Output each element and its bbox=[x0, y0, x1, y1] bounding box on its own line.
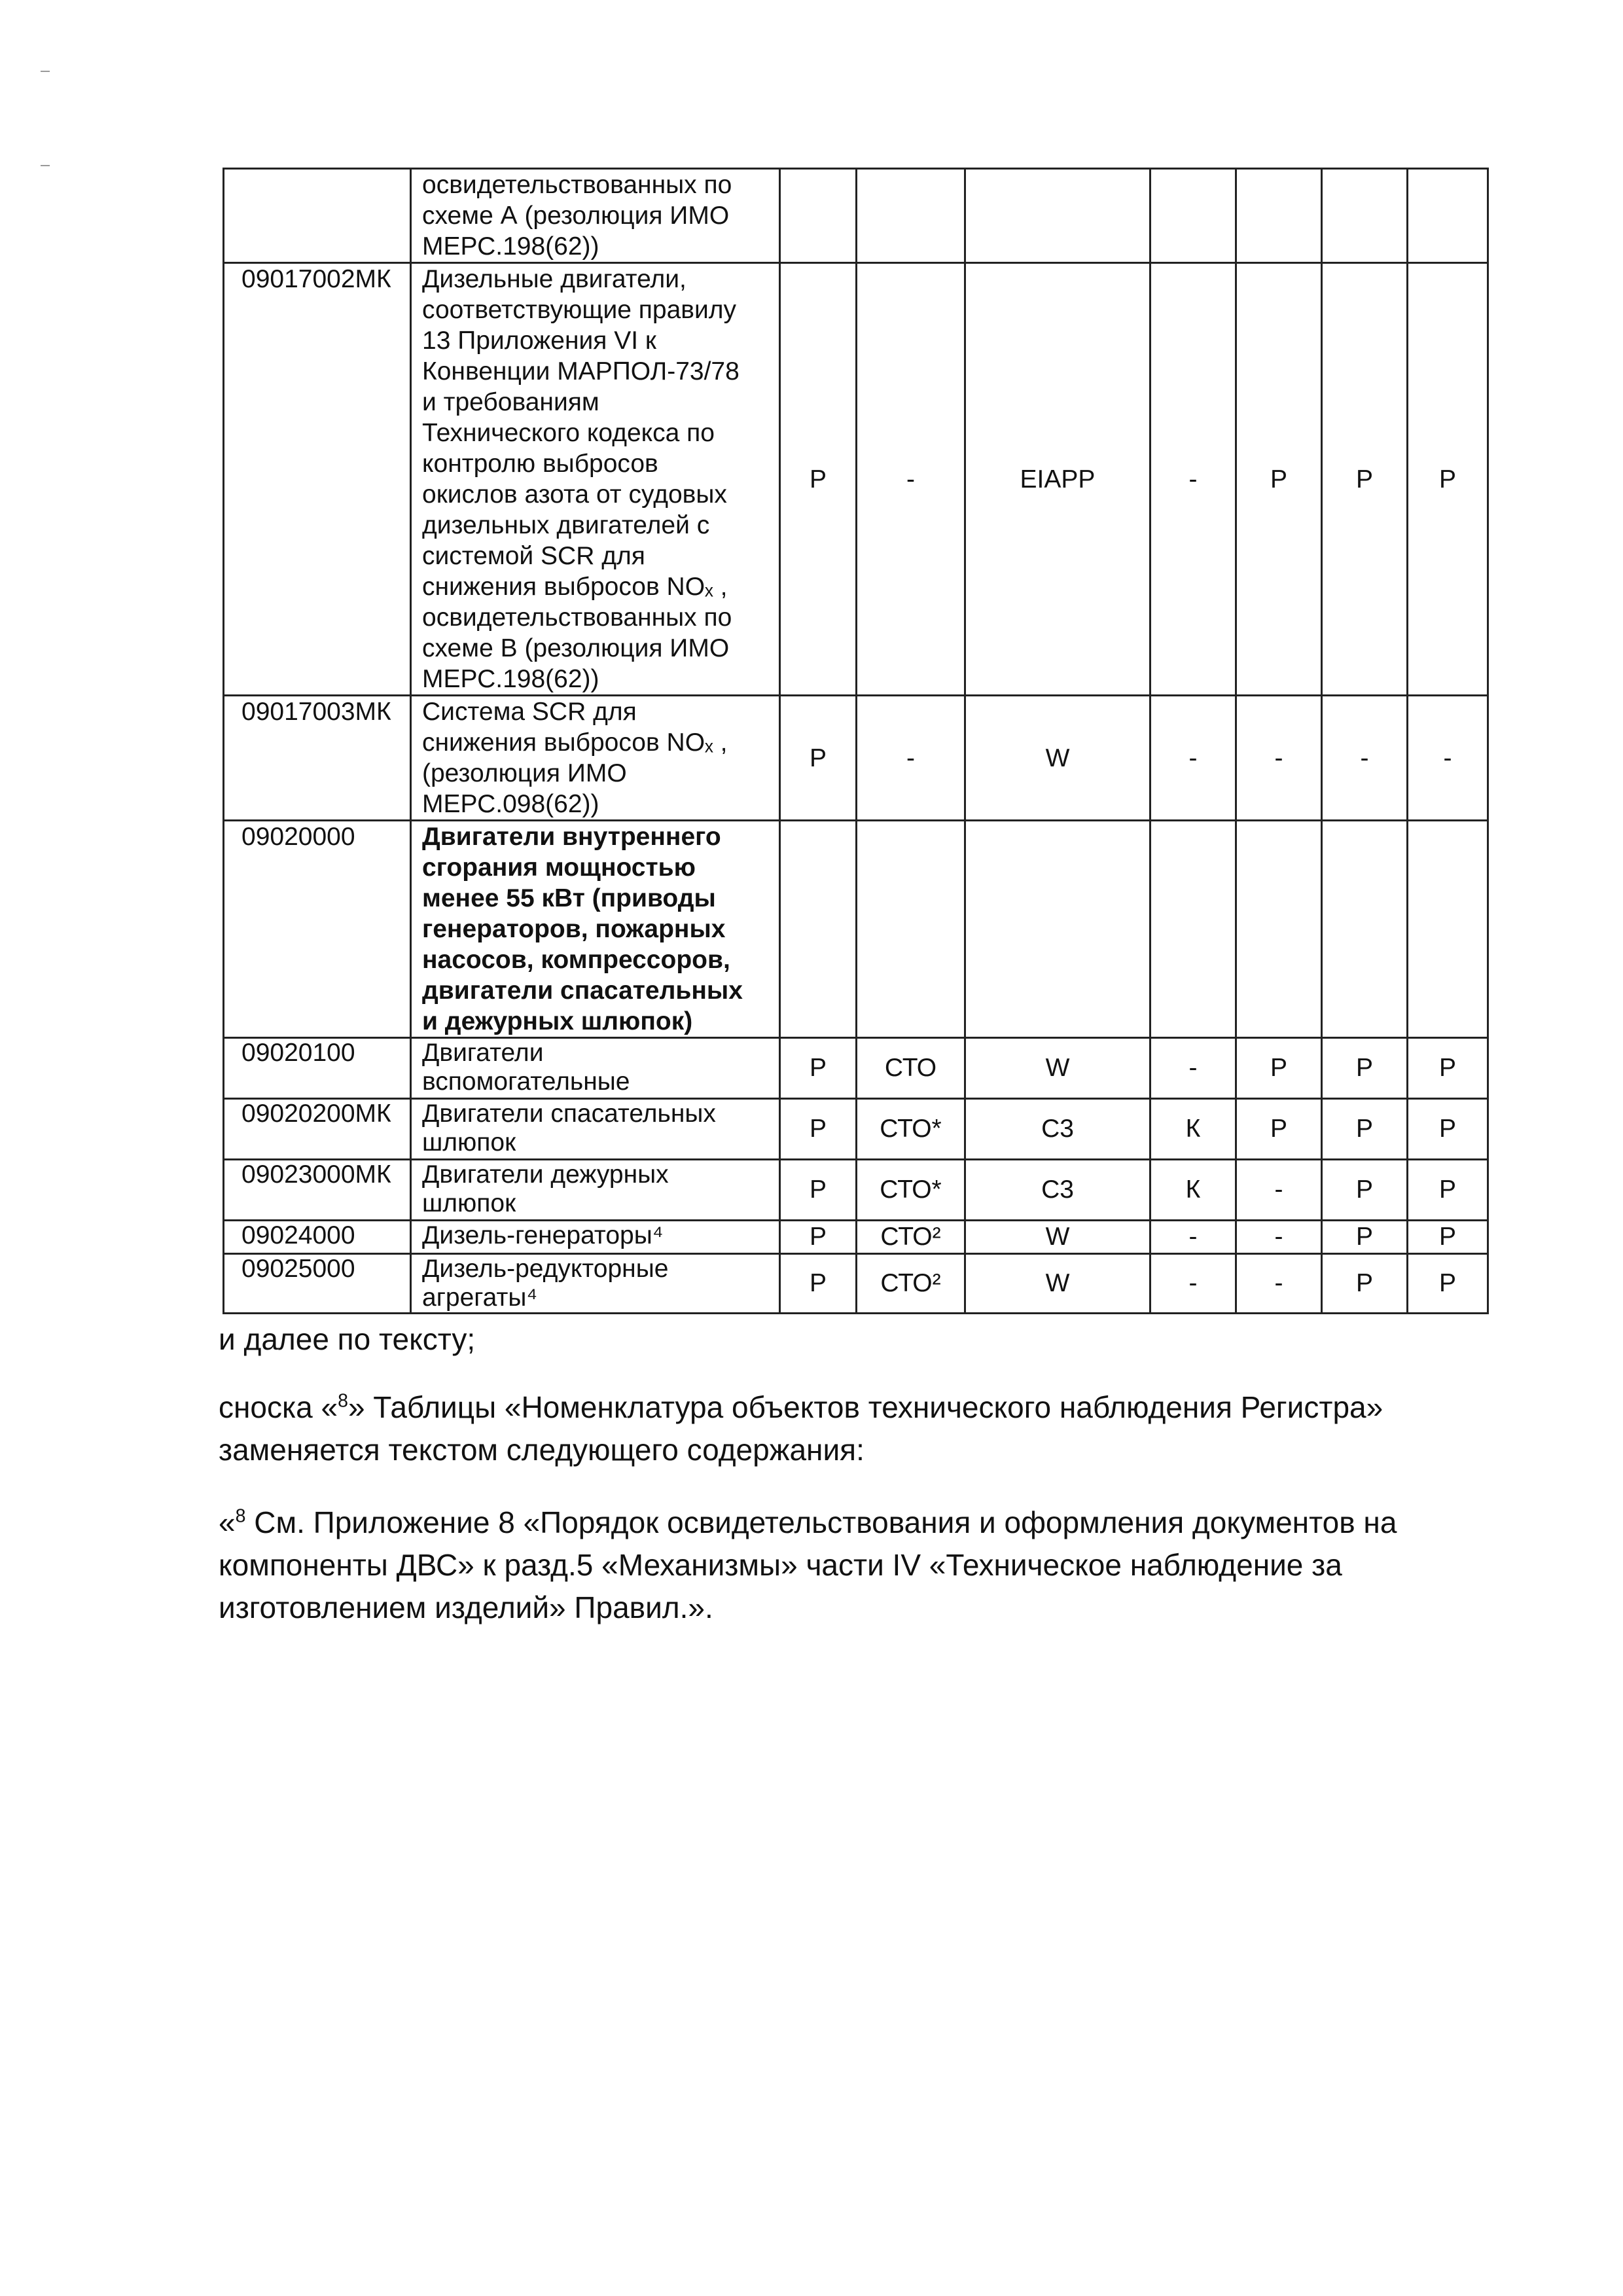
object-code-cell: 09020000 bbox=[224, 821, 411, 1038]
object-code-cell: 09024000 bbox=[224, 1221, 411, 1254]
object-description-cell: Дизель-генераторы⁴ bbox=[411, 1221, 780, 1254]
value-cell-col-1: Р bbox=[780, 1254, 857, 1314]
value-cell-col-5: Р bbox=[1236, 263, 1322, 696]
value-cell-col-4 bbox=[1150, 821, 1236, 1038]
value-cell-col-4: - bbox=[1150, 1221, 1236, 1254]
value-cell-col-7: Р bbox=[1408, 1099, 1488, 1160]
footnote-replacement-text bbox=[219, 1501, 1495, 1629]
value-cell-col-7: - bbox=[1408, 696, 1488, 821]
value-cell-col-6 bbox=[1322, 821, 1408, 1038]
object-description-cell: Дизельные двигатели, соответствующие правилу 13 Приложения VI к Конвенции МАРПОЛ-73/78 и требованиям Технического кодекса по контролю выбросов окислов азота от судовых дизельных двигателей с системой SCR для снижения выбросов NOₓ , освидетельствованных по схеме В (резолюция ИМО МЕРС.198(62)) bbox=[411, 263, 780, 696]
footnote-marker: 8 bbox=[235, 1505, 246, 1527]
value-cell-col-4: - bbox=[1150, 696, 1236, 821]
value-cell-col-4: - bbox=[1150, 263, 1236, 696]
value-cell-col-5 bbox=[1236, 821, 1322, 1038]
value-cell-col-6: Р bbox=[1322, 1038, 1408, 1099]
value-cell-col-4: - bbox=[1150, 1254, 1236, 1314]
object-description-cell: Двигатели спасательных шлюпок bbox=[411, 1099, 780, 1160]
value-cell-col-5: - bbox=[1236, 1254, 1322, 1314]
value-cell-col-1: Р bbox=[780, 1221, 857, 1254]
value-cell-col-2: - bbox=[857, 696, 965, 821]
table-row bbox=[224, 696, 1488, 821]
footnote-text-end: См. Приложение 8 «Порядок освидетельствования и оформления документов на компоненты ДВС» к разд.5 «Механизмы» части IV «Техническое наблюдение за изготовлением изделий» Правил.». bbox=[219, 1505, 1397, 1624]
value-cell-col-7: Р bbox=[1408, 1160, 1488, 1221]
value-cell-col-6: Р bbox=[1322, 1099, 1408, 1160]
value-cell-col-3: С3 bbox=[965, 1099, 1150, 1160]
value-cell-col-2: СТО² bbox=[857, 1254, 965, 1314]
object-description-cell: Двигатели внутреннего сгорания мощностью менее 55 кВт (приводы генераторов, пожарных насосов, компрессоров, двигатели спасательных и дежурных шлюпок) bbox=[411, 821, 780, 1038]
value-cell-col-2: - bbox=[857, 263, 965, 696]
footnote-marker: 8 bbox=[338, 1390, 348, 1412]
value-cell-col-4 bbox=[1150, 169, 1236, 263]
continuation-text: и далее по тексту; bbox=[219, 1322, 476, 1356]
value-cell-col-4: К bbox=[1150, 1160, 1236, 1221]
value-cell-col-6: Р bbox=[1322, 1221, 1408, 1254]
value-cell-col-2: СТО* bbox=[857, 1099, 965, 1160]
value-cell-col-2 bbox=[857, 169, 965, 263]
value-cell-col-3: W bbox=[965, 1221, 1150, 1254]
value-cell-col-1: Р bbox=[780, 1038, 857, 1099]
value-cell-col-7 bbox=[1408, 169, 1488, 263]
value-cell-col-6 bbox=[1322, 169, 1408, 263]
value-cell-col-5: - bbox=[1236, 1160, 1322, 1221]
footnote-text-start: « bbox=[219, 1505, 236, 1539]
object-description-cell: Система SCR для снижения выбросов NOₓ , (резолюция ИМО МЕРС.098(62)) bbox=[411, 696, 780, 821]
scan-mark bbox=[41, 71, 50, 72]
value-cell-col-1: Р bbox=[780, 1160, 857, 1221]
value-cell-col-2: СТО² bbox=[857, 1221, 965, 1254]
table-row bbox=[224, 169, 1488, 263]
value-cell-col-3: EIAPP bbox=[965, 263, 1150, 696]
table-body bbox=[224, 169, 1488, 1314]
value-cell-col-1 bbox=[780, 821, 857, 1038]
footnote-replacement-note bbox=[219, 1386, 1495, 1471]
value-cell-col-3: W bbox=[965, 1038, 1150, 1099]
value-cell-col-6: Р bbox=[1322, 1254, 1408, 1314]
value-cell-col-3: W bbox=[965, 696, 1150, 821]
value-cell-col-2: СТО bbox=[857, 1038, 965, 1099]
value-cell-col-2 bbox=[857, 821, 965, 1038]
nomenclature-table bbox=[223, 168, 1489, 1314]
value-cell-col-4: - bbox=[1150, 1038, 1236, 1099]
value-cell-col-5: - bbox=[1236, 696, 1322, 821]
note-text-start: сноска « bbox=[219, 1390, 338, 1424]
table-row bbox=[224, 1160, 1488, 1221]
object-code-cell: 09025000 bbox=[224, 1254, 411, 1314]
value-cell-col-7 bbox=[1408, 821, 1488, 1038]
value-cell-col-1: Р bbox=[780, 1099, 857, 1160]
object-code-cell: 09020100 bbox=[224, 1038, 411, 1099]
value-cell-col-3 bbox=[965, 821, 1150, 1038]
note-text-end: » Таблицы «Номенклатура объектов технического наблюдения Регистра» заменяется текстом следующего содержания: bbox=[219, 1390, 1383, 1467]
object-code-cell: 09020200МК bbox=[224, 1099, 411, 1160]
object-code-cell: 09023000МК bbox=[224, 1160, 411, 1221]
table-row bbox=[224, 263, 1488, 696]
value-cell-col-5: Р bbox=[1236, 1038, 1322, 1099]
value-cell-col-7: Р bbox=[1408, 1221, 1488, 1254]
value-cell-col-7: Р bbox=[1408, 263, 1488, 696]
table-row bbox=[224, 1099, 1488, 1160]
object-description-cell: Двигатели вспомогательные bbox=[411, 1038, 780, 1099]
object-code-cell: 09017002МК bbox=[224, 263, 411, 696]
object-code-cell bbox=[224, 169, 411, 263]
value-cell-col-1: Р bbox=[780, 696, 857, 821]
value-cell-col-6: Р bbox=[1322, 1160, 1408, 1221]
scan-mark bbox=[41, 165, 50, 166]
object-description-cell: освидетельствованных по схеме А (резолюция ИМО МЕРС.198(62)) bbox=[411, 169, 780, 263]
object-description-cell: Двигатели дежурных шлюпок bbox=[411, 1160, 780, 1221]
table-row bbox=[224, 821, 1488, 1038]
value-cell-col-5: - bbox=[1236, 1221, 1322, 1254]
value-cell-col-4: К bbox=[1150, 1099, 1236, 1160]
value-cell-col-3: С3 bbox=[965, 1160, 1150, 1221]
table-row bbox=[224, 1221, 1488, 1254]
object-description-cell: Дизель-редукторные агрегаты⁴ bbox=[411, 1254, 780, 1314]
value-cell-col-5: Р bbox=[1236, 1099, 1322, 1160]
value-cell-col-3: W bbox=[965, 1254, 1150, 1314]
table-row bbox=[224, 1038, 1488, 1099]
value-cell-col-7: Р bbox=[1408, 1254, 1488, 1314]
value-cell-col-1 bbox=[780, 169, 857, 263]
object-code-cell: 09017003МК bbox=[224, 696, 411, 821]
value-cell-col-7: Р bbox=[1408, 1038, 1488, 1099]
value-cell-col-6: Р bbox=[1322, 263, 1408, 696]
table-row bbox=[224, 1254, 1488, 1314]
value-cell-col-5 bbox=[1236, 169, 1322, 263]
value-cell-col-3 bbox=[965, 169, 1150, 263]
value-cell-col-2: СТО* bbox=[857, 1160, 965, 1221]
value-cell-col-1: Р bbox=[780, 263, 857, 696]
value-cell-col-6: - bbox=[1322, 696, 1408, 821]
